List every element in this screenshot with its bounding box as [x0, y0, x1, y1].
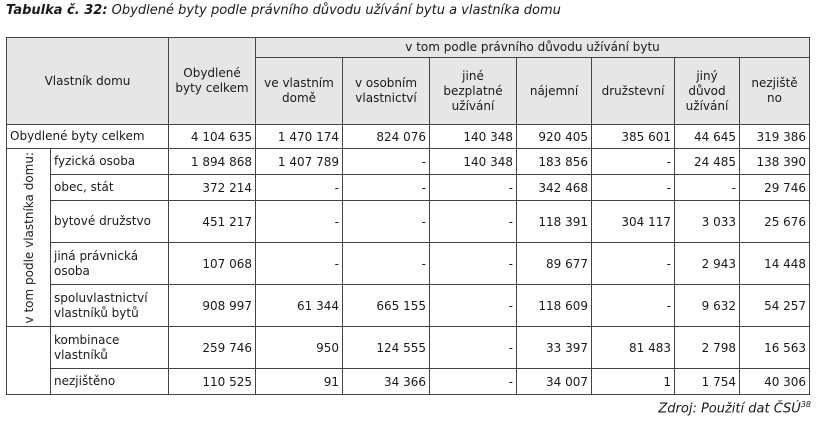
table-cell: -	[256, 243, 343, 285]
table-cell: -	[430, 369, 517, 395]
table-cell: 81 483	[592, 327, 675, 369]
table-cell: 385 601	[592, 125, 675, 149]
table-cell: 1 754	[675, 369, 740, 395]
table-cell: -	[592, 243, 675, 285]
header-col: nezjiště no	[740, 58, 810, 125]
header-col: ve vlastním domě	[256, 58, 343, 125]
table-row	[7, 201, 810, 243]
table-row	[7, 243, 810, 285]
table-caption	[6, 3, 561, 18]
row-label: bytové družstvo	[51, 201, 169, 243]
table-cell: -	[592, 285, 675, 327]
table-cell: -	[675, 175, 740, 201]
table-cell: -	[430, 243, 517, 285]
source-footnote: 38	[800, 400, 811, 409]
table-cell: 138 390	[740, 149, 810, 175]
table-cell: -	[343, 243, 430, 285]
table-row	[7, 125, 810, 149]
table-cell: 91	[256, 369, 343, 395]
table-cell: 40 306	[740, 369, 810, 395]
header-col: jiné bezplatné užívání	[430, 58, 517, 125]
header-col: jiný důvod užívání	[675, 58, 740, 125]
table-row	[7, 175, 810, 201]
table-cell: 140 348	[430, 125, 517, 149]
table-cell: 44 645	[675, 125, 740, 149]
table-cell: 9 632	[675, 285, 740, 327]
table-cell: 304 117	[592, 201, 675, 243]
table-cell: -	[430, 201, 517, 243]
source-note	[658, 400, 811, 416]
row-label: jiná právnická osoba	[51, 243, 169, 285]
table-cell: 950	[256, 327, 343, 369]
header-owner: Vlastník domu	[7, 38, 169, 125]
table-cell: -	[592, 149, 675, 175]
table-cell: 1 407 789	[256, 149, 343, 175]
header-total: Obydlené byty celkem	[169, 38, 256, 125]
table-cell: 107 068	[169, 243, 256, 285]
table-cell: 451 217	[169, 201, 256, 243]
table-cell: -	[343, 175, 430, 201]
table-cell: 89 677	[517, 243, 592, 285]
side-label: v tom podle vlastníka domu:	[21, 151, 36, 324]
table-cell: 29 746	[740, 175, 810, 201]
header-col: nájemní	[517, 58, 592, 125]
table-cell: 1 470 174	[256, 125, 343, 149]
table-cell: 124 555	[343, 327, 430, 369]
source-text: Zdroj: Použití dat ČSÚ	[658, 401, 801, 417]
side-label-cell-blank	[7, 327, 51, 395]
table-cell: 24 485	[675, 149, 740, 175]
side-label-cell	[7, 149, 51, 327]
table-cell: 319 386	[740, 125, 810, 149]
table-cell: -	[256, 175, 343, 201]
table-cell: 342 468	[517, 175, 592, 201]
row-label: fyzická osoba	[51, 149, 169, 175]
table-cell: -	[343, 149, 430, 175]
table-cell: 33 397	[517, 327, 592, 369]
table-cell: 140 348	[430, 149, 517, 175]
table-row	[7, 149, 810, 175]
row-label: kombinace vlastníků	[51, 327, 169, 369]
table-cell: -	[343, 201, 430, 243]
table-cell: -	[430, 285, 517, 327]
caption-text: Obydlené byty podle právního důvodu užívání bytu a vlastníka domu	[111, 3, 561, 18]
table-cell: 665 155	[343, 285, 430, 327]
table-cell: 259 746	[169, 327, 256, 369]
table-cell: 34 366	[343, 369, 430, 395]
table-cell: -	[256, 201, 343, 243]
table-cell: 1 894 868	[169, 149, 256, 175]
table-cell: 118 391	[517, 201, 592, 243]
table-row	[7, 327, 810, 369]
row-label: obec, stát	[51, 175, 169, 201]
table-cell: 54 257	[740, 285, 810, 327]
row-label: spoluvlastnictví vlastníků bytů	[51, 285, 169, 327]
table-cell: 2 943	[675, 243, 740, 285]
caption-label: Tabulka č. 32:	[6, 3, 108, 18]
table-cell: 118 609	[517, 285, 592, 327]
header-col: v osobním vlastnictví	[343, 58, 430, 125]
table-cell: 1	[592, 369, 675, 395]
table-cell: 4 104 635	[169, 125, 256, 149]
row-label: nezjištěno	[51, 369, 169, 395]
row-label: Obydlené byty celkem	[7, 125, 169, 149]
table-cell: 3 033	[675, 201, 740, 243]
table-cell: 372 214	[169, 175, 256, 201]
table-cell: 34 007	[517, 369, 592, 395]
table-cell: 2 798	[675, 327, 740, 369]
table-cell: 25 676	[740, 201, 810, 243]
table-cell: 183 856	[517, 149, 592, 175]
header-group: v tom podle právního důvodu užívání bytu	[256, 38, 810, 58]
table-cell: 824 076	[343, 125, 430, 149]
table-row	[7, 369, 810, 395]
table-cell: -	[592, 175, 675, 201]
data-table	[6, 37, 810, 395]
table-row	[7, 285, 810, 327]
table-cell: 16 563	[740, 327, 810, 369]
table-cell: 110 525	[169, 369, 256, 395]
table-cell: 908 997	[169, 285, 256, 327]
table-cell: 920 405	[517, 125, 592, 149]
table-cell: 14 448	[740, 243, 810, 285]
table-cell: -	[430, 175, 517, 201]
table-cell: 61 344	[256, 285, 343, 327]
header-col: družstevní	[592, 58, 675, 125]
table-cell: -	[430, 327, 517, 369]
